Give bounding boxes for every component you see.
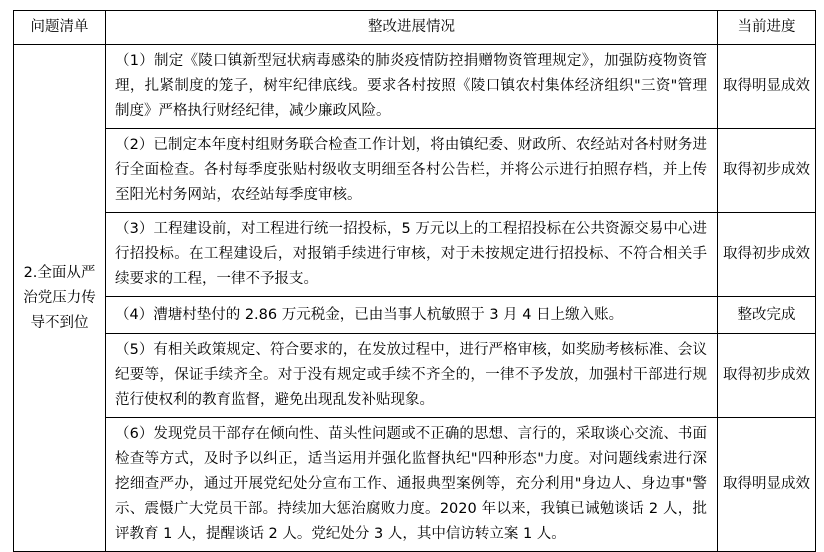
table-row	[14, 45, 816, 129]
header-row	[14, 11, 816, 45]
table-row	[14, 418, 816, 552]
header-progress-situation: 整改进展情况	[106, 11, 718, 45]
header-problem-list: 问题清单	[14, 11, 106, 45]
status-cell: 取得初步成效	[718, 129, 816, 213]
status-cell: 取得明显成效	[718, 418, 816, 552]
table-row	[14, 334, 816, 418]
progress-cell: （6）发现党员干部存在倾向性、苗头性问题或不正确的思想、言行的，采取谈心交流、书面检查等方式，及时予以纠正，适当运用并强化监督执纪"四种形态"力度。对问题线索进行深挖细查严办，通过开展党纪处分宣布工作、通报典型案例等，充分利用"身边人、身边事"警示、震慑广大党员干部。持续加大惩治腐败力度。2020 年以来，我镇已诫勉谈话 2 人，批评教育 1 人，提醒谈话 2 人。党纪处分 3 人，其中信访转立案 1 人。	[106, 418, 718, 552]
status-cell: 取得初步成效	[718, 213, 816, 297]
progress-cell: （5）有相关政策规定、符合要求的，在发放过程中，进行严格审核，如奖励考核标准、会议纪要等，保证手续齐全。对于没有规定或手续不齐全的，一律不予发放，加强村干部进行规范行使权利的教育监督，避免出现乱发补贴现象。	[106, 334, 718, 418]
problem-item-cell: 2.全面从严治党压力传导不到位	[14, 45, 106, 552]
header-current-status: 当前进度	[718, 11, 816, 45]
status-cell: 取得明显成效	[718, 45, 816, 129]
table-row	[14, 129, 816, 213]
table-row	[14, 297, 816, 334]
status-cell: 取得初步成效	[718, 334, 816, 418]
progress-cell: （1）制定《陵口镇新型冠状病毒感染的肺炎疫情防控捐赠物资管理规定》，加强防疫物资管理，扎紧制度的笼子，树牢纪律底线。要求各村按照《陵口镇农村集体经济组织"三资"管理制度》严格执行财经纪律，减少廉政风险。	[106, 45, 718, 129]
status-cell: 整改完成	[718, 297, 816, 334]
table-row	[14, 213, 816, 297]
progress-cell: （2）已制定本年度村组财务联合检查工作计划，将由镇纪委、财政所、农经站对各村财务进行全面检查。各村每季度张贴村级收支明细至各村公告栏，并将公示进行拍照存档，并上传至阳光村务网站，农经站每季度审核。	[106, 129, 718, 213]
rectification-progress-table	[13, 10, 816, 552]
progress-cell: （4）漕塘村垫付的 2.86 万元税金，已由当事人杭敏照于 3 月 4 日上缴入账。	[106, 297, 718, 334]
progress-cell: （3）工程建设前，对工程进行统一招投标，5 万元以上的工程招投标在公共资源交易中心进行招投标。在工程建设后，对报销手续进行审核，对于未按规定进行招投标、不符合相关手续要求的工程，一律不予报支。	[106, 213, 718, 297]
